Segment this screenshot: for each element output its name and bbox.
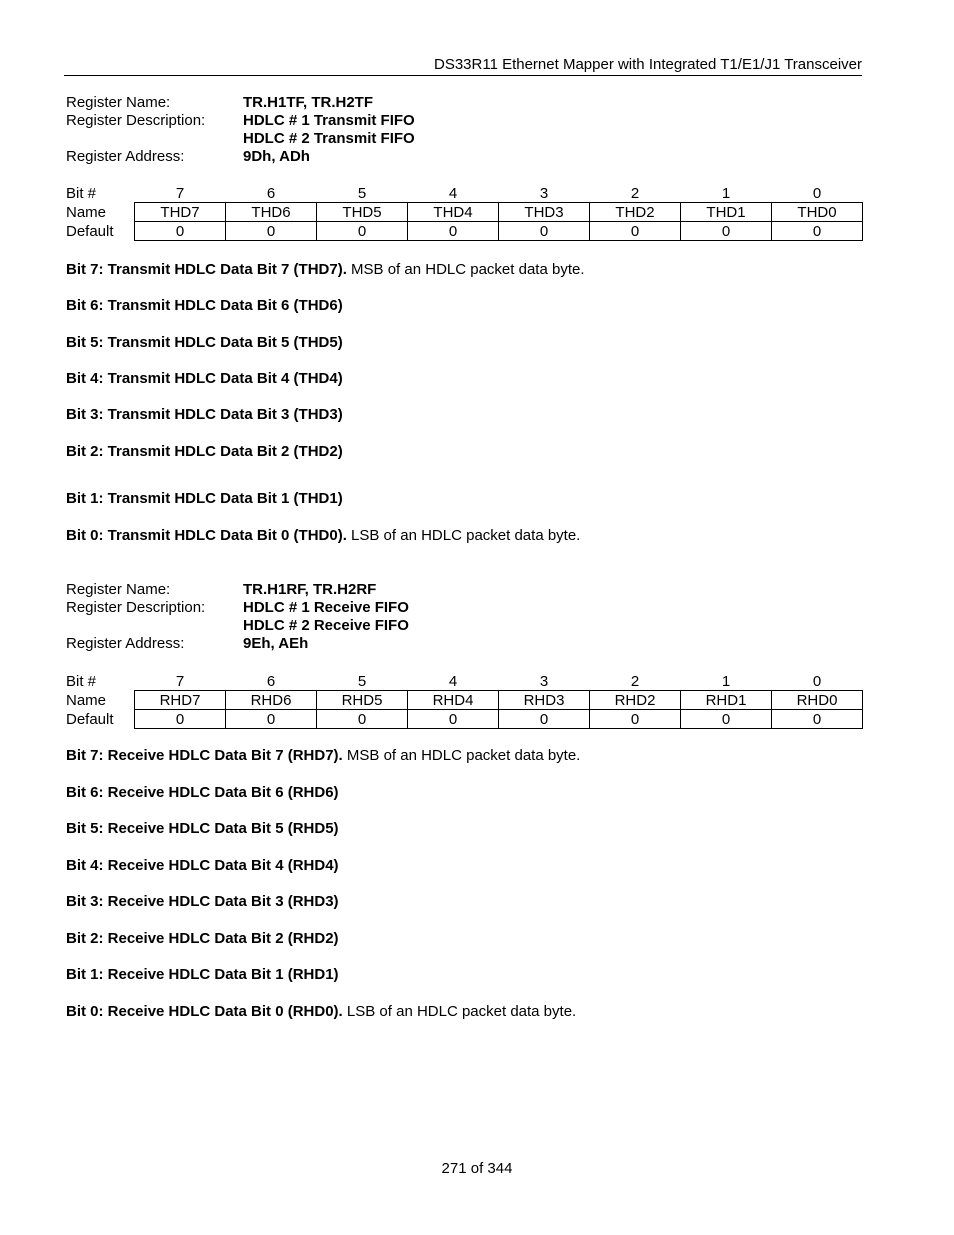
default-cell: 0 xyxy=(226,222,317,241)
page-header xyxy=(64,55,862,76)
name-cell: THD6 xyxy=(226,203,317,222)
row-label-bit: Bit # xyxy=(66,672,97,690)
bit-description xyxy=(66,784,339,802)
bit-default-row xyxy=(66,222,863,241)
bit-cell: 0 xyxy=(812,184,822,202)
bit-cell: 2 xyxy=(630,184,640,202)
name-cell: THD4 xyxy=(408,203,499,222)
register-name: TR.H1TF, TR.H2TF xyxy=(243,94,373,111)
bit-description-title: Bit 5: Receive HDLC Data Bit 5 (RHD5) xyxy=(66,820,339,837)
name-cell: RHD5 xyxy=(317,691,408,710)
register-address-label: Register Address: xyxy=(66,635,185,652)
page-footer xyxy=(0,1160,954,1177)
bit-description xyxy=(66,261,585,279)
bit-description xyxy=(66,297,343,315)
bit-cell: 7 xyxy=(175,184,185,202)
bit-description-title: Bit 2: Receive HDLC Data Bit 2 (RHD2) xyxy=(66,930,339,947)
default-cell: 0 xyxy=(772,710,863,729)
bit-description xyxy=(66,443,343,461)
name-cell: RHD7 xyxy=(135,691,226,710)
register-address-label: Register Address: xyxy=(66,148,185,165)
bit-description xyxy=(66,527,580,545)
name-cell: THD3 xyxy=(499,203,590,222)
page-number: 271 of 344 xyxy=(441,1160,513,1177)
bit-number-row xyxy=(66,672,863,691)
name-cell: RHD0 xyxy=(772,691,863,710)
bit-table-1 xyxy=(66,184,863,241)
register-address: 9Eh, AEh xyxy=(243,635,309,652)
register-name-label: Register Name: xyxy=(66,94,171,111)
default-cell: 0 xyxy=(135,222,226,241)
register-description-label: Register Description: xyxy=(66,112,206,129)
bit-description-title: Bit 3: Receive HDLC Data Bit 3 (RHD3) xyxy=(66,893,339,910)
register-description-label: Register Description: xyxy=(66,599,206,616)
name-cell: RHD4 xyxy=(408,691,499,710)
name-cell: RHD6 xyxy=(226,691,317,710)
default-cell: 0 xyxy=(681,222,772,241)
bit-description xyxy=(66,490,343,508)
default-cell: 0 xyxy=(681,710,772,729)
register-info-1 xyxy=(66,94,415,166)
bit-description-title: Bit 3: Transmit HDLC Data Bit 3 (THD3) xyxy=(66,406,343,423)
default-cell: 0 xyxy=(226,710,317,729)
default-cell: 0 xyxy=(590,710,681,729)
bit-description xyxy=(66,1003,576,1021)
bit-description-text: LSB of an HDLC packet data byte. xyxy=(346,527,581,544)
name-cell: THD0 xyxy=(772,203,863,222)
row-label-default: Default xyxy=(66,710,114,728)
bit-description-title: Bit 4: Receive HDLC Data Bit 4 (RHD4) xyxy=(66,857,339,874)
default-cell: 0 xyxy=(499,222,590,241)
register-description-1: HDLC # 1 Receive FIFO xyxy=(243,599,409,616)
bit-cell: 2 xyxy=(630,672,640,690)
bit-cell: 7 xyxy=(175,672,185,690)
bit-cell: 0 xyxy=(812,672,822,690)
name-cell: RHD3 xyxy=(499,691,590,710)
default-cell: 0 xyxy=(317,222,408,241)
bit-cell: 1 xyxy=(721,672,731,690)
bit-cell: 1 xyxy=(721,184,731,202)
bit-description xyxy=(66,893,339,911)
header-title: DS33R11 Ethernet Mapper with Integrated T1/E1/J1 Transceiver xyxy=(433,56,862,73)
default-cell: 0 xyxy=(317,710,408,729)
bit-description-text: MSB of an HDLC packet data byte. xyxy=(346,261,585,278)
bit-description-title: Bit 6: Transmit HDLC Data Bit 6 (THD6) xyxy=(66,297,343,314)
register-name-label: Register Name: xyxy=(66,581,171,598)
bit-cell: 4 xyxy=(448,184,458,202)
bit-description-title: Bit 2: Transmit HDLC Data Bit 2 (THD2) xyxy=(66,443,343,460)
bit-cell: 6 xyxy=(266,672,276,690)
bit-table-2 xyxy=(66,672,863,729)
register-name: TR.H1RF, TR.H2RF xyxy=(243,581,377,598)
bit-description xyxy=(66,930,339,948)
bit-description-title: Bit 1: Transmit HDLC Data Bit 1 (THD1) xyxy=(66,490,343,507)
row-label-name: Name xyxy=(66,203,107,221)
name-cell: THD1 xyxy=(681,203,772,222)
bit-description-text: MSB of an HDLC packet data byte. xyxy=(342,747,581,764)
default-cell: 0 xyxy=(408,710,499,729)
bit-description xyxy=(66,820,339,838)
bit-description-title: Bit 5: Transmit HDLC Data Bit 5 (THD5) xyxy=(66,334,343,351)
name-cell: THD2 xyxy=(590,203,681,222)
default-cell: 0 xyxy=(590,222,681,241)
bit-description-title: Bit 0: Receive HDLC Data Bit 0 (RHD0). xyxy=(66,1003,343,1020)
register-info-2 xyxy=(66,581,409,653)
bit-description xyxy=(66,370,343,388)
bit-cell: 6 xyxy=(266,184,276,202)
default-cell: 0 xyxy=(499,710,590,729)
name-cell: RHD1 xyxy=(681,691,772,710)
bit-default-row xyxy=(66,710,863,729)
bit-description xyxy=(66,406,343,424)
register-address: 9Dh, ADh xyxy=(243,148,310,165)
bit-description-title: Bit 0: Transmit HDLC Data Bit 0 (THD0). xyxy=(66,527,347,544)
bit-description xyxy=(66,857,339,875)
bit-description-title: Bit 7: Receive HDLC Data Bit 7 (RHD7). xyxy=(66,747,343,764)
bit-name-row xyxy=(66,691,863,710)
row-label-default: Default xyxy=(66,222,114,240)
bit-name-row xyxy=(66,203,863,222)
name-cell: RHD2 xyxy=(590,691,681,710)
row-label-bit: Bit # xyxy=(66,184,97,202)
register-description-2: HDLC # 2 Transmit FIFO xyxy=(243,130,415,147)
bit-description-text: LSB of an HDLC packet data byte. xyxy=(342,1003,577,1020)
bit-description xyxy=(66,966,339,984)
bit-description-title: Bit 1: Receive HDLC Data Bit 1 (RHD1) xyxy=(66,966,339,983)
bit-description xyxy=(66,747,580,765)
bit-number-row xyxy=(66,184,863,203)
bit-description-title: Bit 4: Transmit HDLC Data Bit 4 (THD4) xyxy=(66,370,343,387)
bit-description xyxy=(66,334,343,352)
name-cell: THD5 xyxy=(317,203,408,222)
bit-cell: 4 xyxy=(448,672,458,690)
name-cell: THD7 xyxy=(135,203,226,222)
register-description-2: HDLC # 2 Receive FIFO xyxy=(243,617,409,634)
bit-cell: 5 xyxy=(357,184,367,202)
default-cell: 0 xyxy=(772,222,863,241)
default-cell: 0 xyxy=(135,710,226,729)
bit-description-title: Bit 6: Receive HDLC Data Bit 6 (RHD6) xyxy=(66,784,339,801)
register-description-1: HDLC # 1 Transmit FIFO xyxy=(243,112,415,129)
bit-description-title: Bit 7: Transmit HDLC Data Bit 7 (THD7). xyxy=(66,261,347,278)
row-label-name: Name xyxy=(66,691,107,709)
default-cell: 0 xyxy=(408,222,499,241)
bit-cell: 3 xyxy=(539,184,549,202)
bit-cell: 5 xyxy=(357,672,367,690)
bit-cell: 3 xyxy=(539,672,549,690)
